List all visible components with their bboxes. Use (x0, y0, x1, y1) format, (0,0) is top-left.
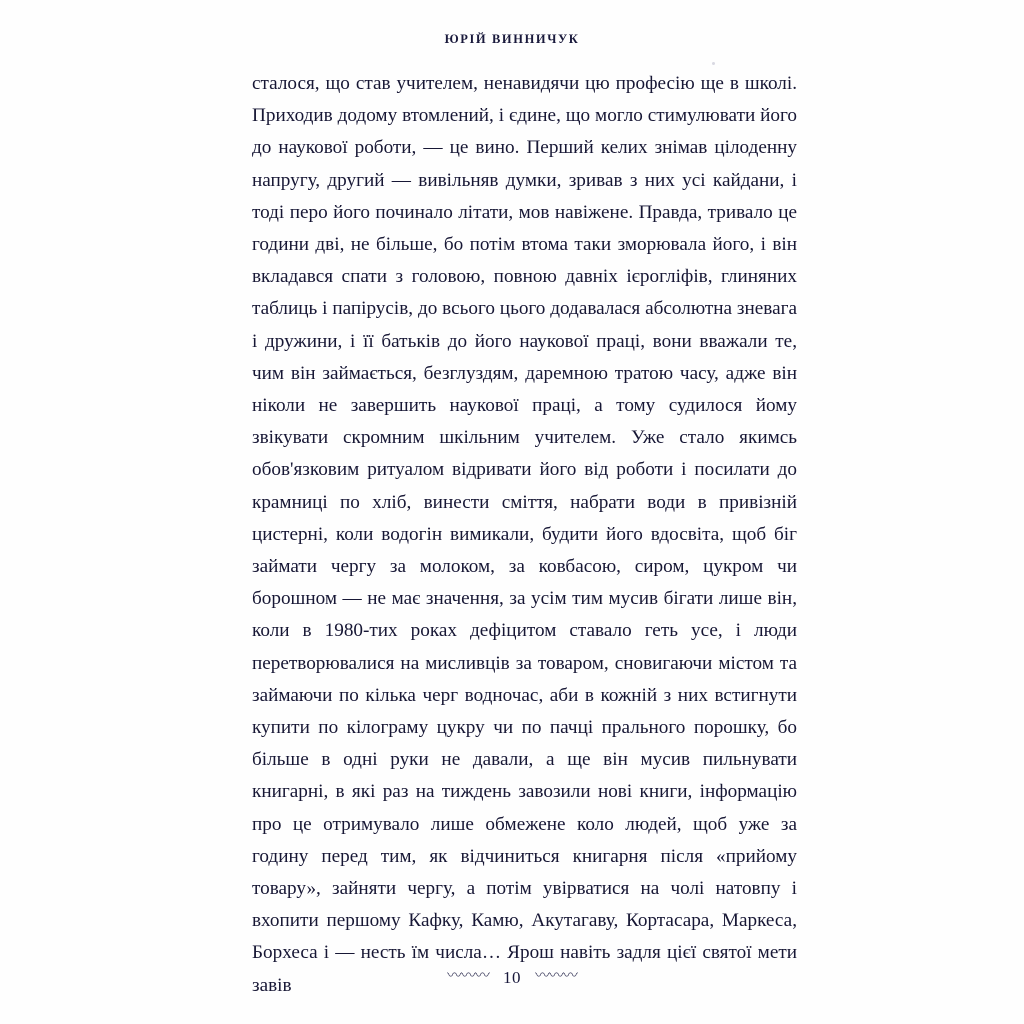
page-number: 10 (503, 968, 521, 987)
page-body-text (252, 68, 797, 1002)
body-paragraph: сталося, що став учителем, ненавидячи цю професію ще в школі. Приходив додому втомлений, і єдине, що могло стимулювати його до наукової роботи, — це вино. Перший келих знімав цілоденну напругу, другий — вивільняв думки, зривав з них усі кайдани, і тоді перо його починало літати, мов навіжене. Правда, тривало це години дві, не більше, бо потім втома таки зморювала його, і він вкладався спати з головою, повною давніх ієрогліфів, глиняних таблиць і папірусів, до всього цього додавалася абсолютна зневага і дружини, і її батьків до його наукової праці, вони вважали те, чим він займається, безглуздям, даремною тратою часу, адже він ніколи не завершить наукової праці, а тому судилося йому звікувати скромним шкільним учителем. Уже стало якимсь обов'язковим ритуалом відривати його від роботи і посилати до крамниці по хліб, винести сміття, набрати води в привізній цистерні, коли водогін вимикали, будити його вдосвіта, щоб біг займати чергу за молоком, за ковбасою, сиром, цукром чи борошном — не має значення, за усім тим мусив бігати лише він, коли в 1980-тих роках дефіцитом ставало геть усе, і люди перетворювалися на мисливців за товаром, сновигаючи містом та займаючи по кілька черг водночас, аби в кожній з них встигнути купити по кілограму цукру чи по пачці прального порошку, бо більше в одні руки не давали, а ще він мусив пильнувати книгарні, в які раз на тиждень завозили нові книги, інформацію про це отримувало лише обмежене коло людей, щоб уже за годину перед тим, як відчиниться книгарня після «прийому товару», зайняти чергу, а потім увірватися на чолі натовпу і вхопити першому Кафку, Камю, Акутагаву, Кортасара, Маркеса, Борхеса і — несть їм числа… Ярош навіть задля цієї святої мети завів (252, 73, 797, 996)
ornament-left-icon: 〰〰〰 (446, 967, 489, 984)
paper-speck (712, 62, 715, 65)
page-footer (0, 968, 1024, 988)
running-head-author: ЮРІЙ ВИННИЧУК (444, 32, 580, 46)
ornament-right-icon: 〰〰〰 (535, 967, 578, 984)
